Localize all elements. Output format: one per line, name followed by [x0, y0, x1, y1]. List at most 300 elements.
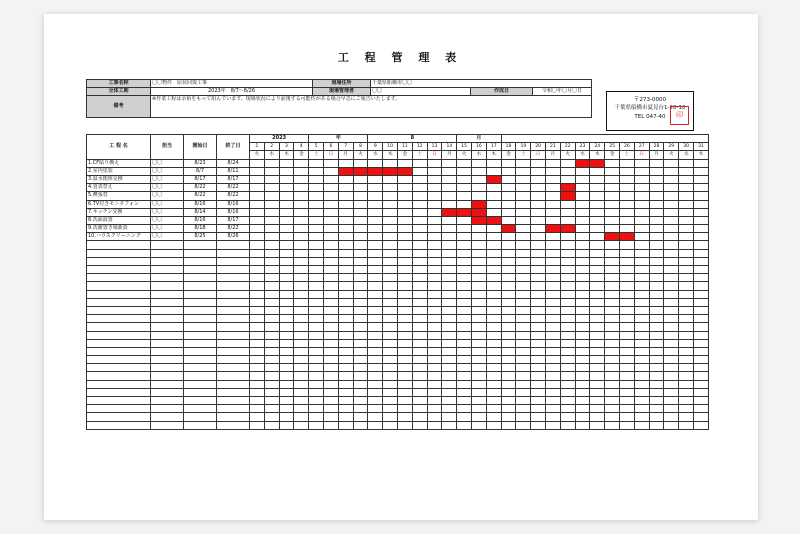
- gantt-cell: [605, 200, 620, 208]
- empty-cell: [486, 290, 501, 298]
- task-name: 3.温水便座交換: [87, 175, 151, 183]
- gantt-cell: [264, 208, 279, 216]
- empty-cell: [184, 372, 217, 380]
- gantt-cell: [412, 208, 427, 216]
- gantt-cell: [294, 200, 309, 208]
- empty-cell: [412, 388, 427, 396]
- empty-cell: [309, 241, 324, 249]
- gantt-cell: [457, 167, 472, 175]
- task-name: 9.洗濯置き場新設: [87, 225, 151, 233]
- gantt-cell: [250, 159, 265, 167]
- empty-cell: [309, 290, 324, 298]
- empty-cell: [679, 249, 694, 257]
- empty-cell: [664, 331, 679, 339]
- year-unit: 年: [309, 135, 368, 143]
- empty-cell: [560, 331, 575, 339]
- empty-cell: [605, 356, 620, 364]
- gantt-cell: [664, 175, 679, 183]
- gantt-cell: [368, 175, 383, 183]
- empty-cell: [457, 266, 472, 274]
- empty-cell: [324, 356, 339, 364]
- empty-cell: [664, 356, 679, 364]
- empty-cell: [412, 380, 427, 388]
- gantt-bar: [353, 167, 368, 175]
- empty-cell: [486, 356, 501, 364]
- empty-cell: [679, 298, 694, 306]
- empty-cell: [457, 364, 472, 372]
- empty-cell: [649, 331, 664, 339]
- empty-cell: [457, 405, 472, 413]
- empty-cell: [324, 306, 339, 314]
- gantt-cell: [279, 175, 294, 183]
- empty-cell: [217, 339, 250, 347]
- empty-cell: [664, 347, 679, 355]
- empty-cell: [398, 249, 413, 257]
- empty-cell: [250, 388, 265, 396]
- empty-cell: [250, 298, 265, 306]
- empty-cell: [679, 290, 694, 298]
- empty-cell: [412, 397, 427, 405]
- empty-cell: [620, 257, 635, 265]
- gantt-cell: [412, 175, 427, 183]
- empty-cell: [338, 298, 353, 306]
- empty-cell: [294, 323, 309, 331]
- empty-cell: [486, 372, 501, 380]
- gantt-cell: [634, 175, 649, 183]
- empty-cell: [501, 282, 516, 290]
- empty-cell: [590, 323, 605, 331]
- empty-cell: [383, 323, 398, 331]
- weekday: 日: [324, 151, 339, 159]
- empty-cell: [309, 421, 324, 429]
- gantt-cell: [546, 184, 561, 192]
- day-number: 10: [383, 143, 398, 151]
- empty-cell: [442, 339, 457, 347]
- gantt-cell: [264, 192, 279, 200]
- gantt-cell: [501, 159, 516, 167]
- gantt-cell: [649, 225, 664, 233]
- task-person: 〇〇: [151, 225, 184, 233]
- empty-cell: [383, 266, 398, 274]
- empty-cell: [486, 388, 501, 396]
- empty-cell: [353, 249, 368, 257]
- project-name: 〇〇物件 原状回復工事: [151, 80, 313, 88]
- empty-cell: [575, 274, 590, 282]
- site-address: 千葉県船橋市〇〇: [371, 80, 592, 88]
- empty-cell: [531, 290, 546, 298]
- gantt-cell: [501, 167, 516, 175]
- empty-cell: [217, 282, 250, 290]
- empty-cell: [87, 282, 151, 290]
- empty-cell: [427, 282, 442, 290]
- empty-cell: [457, 298, 472, 306]
- gantt-cell: [560, 200, 575, 208]
- empty-cell: [546, 372, 561, 380]
- gantt-bar: [338, 167, 353, 175]
- gantt-cell: [279, 184, 294, 192]
- empty-cell: [486, 315, 501, 323]
- gantt-cell: [309, 233, 324, 241]
- gantt-cell: [472, 175, 487, 183]
- empty-cell: [250, 347, 265, 355]
- empty-cell: [427, 298, 442, 306]
- empty-cell: [87, 298, 151, 306]
- empty-cell: [472, 282, 487, 290]
- empty-cell: [605, 397, 620, 405]
- empty-cell: [457, 388, 472, 396]
- gantt-cell: [620, 208, 635, 216]
- empty-cell: [679, 266, 694, 274]
- empty-cell: [575, 372, 590, 380]
- empty-cell: [309, 323, 324, 331]
- empty-cell: [324, 315, 339, 323]
- gantt-cell: [486, 233, 501, 241]
- day-number: 6: [324, 143, 339, 151]
- empty-cell: [546, 380, 561, 388]
- gantt-cell: [590, 184, 605, 192]
- gantt-cell: [250, 192, 265, 200]
- empty-cell: [264, 241, 279, 249]
- gantt-cell: [620, 167, 635, 175]
- gantt-cell: [353, 184, 368, 192]
- gantt-bar: [501, 225, 516, 233]
- empty-cell: [531, 339, 546, 347]
- gantt-cell: [620, 216, 635, 224]
- gantt-cell: [294, 192, 309, 200]
- gantt-cell: [338, 225, 353, 233]
- empty-cell: [501, 339, 516, 347]
- empty-cell: [427, 257, 442, 265]
- empty-cell: [590, 339, 605, 347]
- empty-cell: [472, 290, 487, 298]
- empty-cell: [151, 339, 184, 347]
- empty-row: [87, 413, 709, 421]
- empty-cell: [620, 380, 635, 388]
- gantt-cell: [457, 233, 472, 241]
- empty-cell: [531, 298, 546, 306]
- empty-cell: [353, 380, 368, 388]
- empty-cell: [184, 347, 217, 355]
- gantt-cell: [501, 216, 516, 224]
- empty-cell: [590, 388, 605, 396]
- day-number: 29: [664, 143, 679, 151]
- weekday: 木: [693, 151, 708, 159]
- empty-cell: [472, 421, 487, 429]
- empty-cell: [309, 249, 324, 257]
- empty-cell: [605, 380, 620, 388]
- gantt-cell: [383, 192, 398, 200]
- gantt-cell: [412, 200, 427, 208]
- empty-cell: [679, 388, 694, 396]
- weekday: 木: [279, 151, 294, 159]
- empty-cell: [353, 306, 368, 314]
- empty-cell: [87, 372, 151, 380]
- empty-cell: [264, 413, 279, 421]
- gantt-bar: [560, 192, 575, 200]
- empty-cell: [309, 315, 324, 323]
- empty-cell: [151, 356, 184, 364]
- day-number: 3: [279, 143, 294, 151]
- empty-cell: [338, 372, 353, 380]
- gantt-cell: [383, 184, 398, 192]
- empty-cell: [501, 364, 516, 372]
- empty-cell: [634, 388, 649, 396]
- empty-cell: [546, 266, 561, 274]
- empty-cell: [151, 405, 184, 413]
- task-row: [87, 225, 709, 233]
- empty-cell: [664, 249, 679, 257]
- empty-cell: [679, 257, 694, 265]
- empty-cell: [87, 380, 151, 388]
- empty-row: [87, 266, 709, 274]
- gantt-cell: [324, 200, 339, 208]
- empty-cell: [634, 339, 649, 347]
- gantt-cell: [590, 192, 605, 200]
- empty-cell: [516, 356, 531, 364]
- gantt-cell: [457, 184, 472, 192]
- task-start: 8/16: [184, 216, 217, 224]
- empty-cell: [294, 397, 309, 405]
- empty-cell: [516, 339, 531, 347]
- empty-cell: [693, 274, 708, 282]
- empty-cell: [383, 380, 398, 388]
- month-value: 8: [368, 135, 457, 143]
- empty-cell: [309, 331, 324, 339]
- empty-cell: [383, 274, 398, 282]
- empty-cell: [383, 282, 398, 290]
- empty-cell: [442, 421, 457, 429]
- empty-cell: [324, 282, 339, 290]
- gantt-cell: [575, 184, 590, 192]
- empty-cell: [250, 364, 265, 372]
- gantt-cell: [516, 233, 531, 241]
- empty-cell: [151, 323, 184, 331]
- empty-cell: [368, 331, 383, 339]
- empty-cell: [575, 323, 590, 331]
- gantt-cell: [338, 192, 353, 200]
- gantt-cell: [693, 192, 708, 200]
- empty-cell: [457, 380, 472, 388]
- gantt-cell: [264, 216, 279, 224]
- company-stamp: [606, 91, 694, 131]
- empty-cell: [383, 372, 398, 380]
- empty-cell: [560, 315, 575, 323]
- gantt-cell: [412, 167, 427, 175]
- task-end: 8/17: [217, 216, 250, 224]
- empty-cell: [427, 380, 442, 388]
- empty-cell: [294, 249, 309, 257]
- weekday: 火: [560, 151, 575, 159]
- gantt-cell: [383, 208, 398, 216]
- empty-cell: [264, 347, 279, 355]
- empty-cell: [472, 323, 487, 331]
- gantt-cell: [531, 216, 546, 224]
- created-label: 作成日: [471, 88, 533, 96]
- empty-cell: [353, 331, 368, 339]
- empty-cell: [693, 380, 708, 388]
- gantt-cell: [531, 208, 546, 216]
- gantt-cell: [531, 200, 546, 208]
- gantt-cell: [501, 192, 516, 200]
- empty-cell: [427, 323, 442, 331]
- gantt-cell: [250, 216, 265, 224]
- empty-cell: [412, 290, 427, 298]
- weekday: 火: [353, 151, 368, 159]
- empty-cell: [560, 298, 575, 306]
- task-start: 8/25: [184, 233, 217, 241]
- gantt-cell: [294, 175, 309, 183]
- empty-cell: [398, 331, 413, 339]
- empty-cell: [368, 282, 383, 290]
- day-number: 2: [264, 143, 279, 151]
- gantt-cell: [338, 208, 353, 216]
- empty-row: [87, 323, 709, 331]
- empty-cell: [516, 421, 531, 429]
- empty-cell: [457, 413, 472, 421]
- empty-cell: [398, 380, 413, 388]
- weekday: 金: [294, 151, 309, 159]
- empty-cell: [412, 347, 427, 355]
- empty-cell: [634, 257, 649, 265]
- empty-cell: [294, 372, 309, 380]
- empty-row: [87, 257, 709, 265]
- stamp-tel: TEL 047-40: [634, 113, 666, 120]
- empty-cell: [294, 266, 309, 274]
- created-date: 令和〇年〇月〇日: [533, 88, 592, 96]
- empty-cell: [664, 315, 679, 323]
- empty-cell: [575, 266, 590, 274]
- empty-cell: [442, 397, 457, 405]
- empty-cell: [516, 413, 531, 421]
- period: 2023年 8/7〜8/26: [151, 88, 313, 96]
- empty-cell: [590, 364, 605, 372]
- empty-cell: [87, 347, 151, 355]
- gantt-bar: [560, 184, 575, 192]
- day-number: 14: [442, 143, 457, 151]
- empty-cell: [368, 257, 383, 265]
- gantt-cell: [264, 184, 279, 192]
- gantt-cell: [279, 200, 294, 208]
- empty-cell: [338, 274, 353, 282]
- empty-cell: [427, 266, 442, 274]
- empty-cell: [442, 274, 457, 282]
- empty-cell: [368, 380, 383, 388]
- empty-cell: [412, 339, 427, 347]
- empty-cell: [531, 405, 546, 413]
- empty-cell: [294, 421, 309, 429]
- gantt-cell: [546, 216, 561, 224]
- task-end: 8/16: [217, 200, 250, 208]
- weekday: 水: [368, 151, 383, 159]
- gantt-cell: [575, 216, 590, 224]
- gantt-cell: [649, 216, 664, 224]
- empty-cell: [368, 323, 383, 331]
- gantt-cell: [368, 184, 383, 192]
- empty-cell: [398, 405, 413, 413]
- empty-cell: [590, 282, 605, 290]
- empty-cell: [634, 372, 649, 380]
- empty-cell: [620, 298, 635, 306]
- remarks-label: 備考: [87, 96, 151, 118]
- empty-cell: [412, 298, 427, 306]
- gantt-cell: [353, 216, 368, 224]
- empty-cell: [590, 241, 605, 249]
- empty-cell: [486, 241, 501, 249]
- empty-cell: [184, 413, 217, 421]
- empty-cell: [560, 306, 575, 314]
- empty-cell: [368, 266, 383, 274]
- col-end-header: 終了日: [217, 135, 250, 160]
- gantt-cell: [516, 225, 531, 233]
- gantt-cell: [324, 192, 339, 200]
- empty-cell: [250, 356, 265, 364]
- empty-cell: [472, 405, 487, 413]
- empty-cell: [472, 331, 487, 339]
- gantt-cell: [338, 175, 353, 183]
- empty-cell: [546, 323, 561, 331]
- empty-cell: [664, 274, 679, 282]
- empty-cell: [590, 274, 605, 282]
- empty-cell: [546, 347, 561, 355]
- gantt-cell: [590, 225, 605, 233]
- empty-cell: [649, 356, 664, 364]
- empty-cell: [531, 364, 546, 372]
- gantt-cell: [427, 192, 442, 200]
- empty-cell: [264, 266, 279, 274]
- empty-cell: [560, 323, 575, 331]
- gantt-cell: [501, 208, 516, 216]
- empty-cell: [620, 249, 635, 257]
- empty-cell: [353, 241, 368, 249]
- empty-row: [87, 282, 709, 290]
- empty-cell: [486, 413, 501, 421]
- empty-cell: [338, 282, 353, 290]
- empty-cell: [250, 323, 265, 331]
- empty-cell: [294, 306, 309, 314]
- gantt-cell: [353, 200, 368, 208]
- empty-cell: [87, 266, 151, 274]
- empty-cell: [294, 388, 309, 396]
- empty-cell: [151, 388, 184, 396]
- empty-cell: [560, 372, 575, 380]
- task-row: [87, 208, 709, 216]
- gantt-bar: [398, 167, 413, 175]
- day-number: 24: [590, 143, 605, 151]
- gantt-bar: [472, 200, 487, 208]
- gantt-cell: [679, 200, 694, 208]
- empty-cell: [590, 413, 605, 421]
- gantt-bar: [472, 216, 487, 224]
- empty-cell: [427, 413, 442, 421]
- empty-cell: [634, 249, 649, 257]
- empty-cell: [634, 241, 649, 249]
- empty-cell: [324, 397, 339, 405]
- empty-cell: [250, 282, 265, 290]
- empty-cell: [324, 249, 339, 257]
- empty-cell: [151, 290, 184, 298]
- gantt-cell: [560, 208, 575, 216]
- weekday: 水: [264, 151, 279, 159]
- empty-cell: [590, 397, 605, 405]
- empty-cell: [649, 249, 664, 257]
- gantt-cell: [412, 225, 427, 233]
- empty-cell: [309, 339, 324, 347]
- gantt-cell: [412, 233, 427, 241]
- gantt-cell: [472, 225, 487, 233]
- empty-cell: [279, 388, 294, 396]
- gantt-cell: [442, 167, 457, 175]
- empty-cell: [279, 356, 294, 364]
